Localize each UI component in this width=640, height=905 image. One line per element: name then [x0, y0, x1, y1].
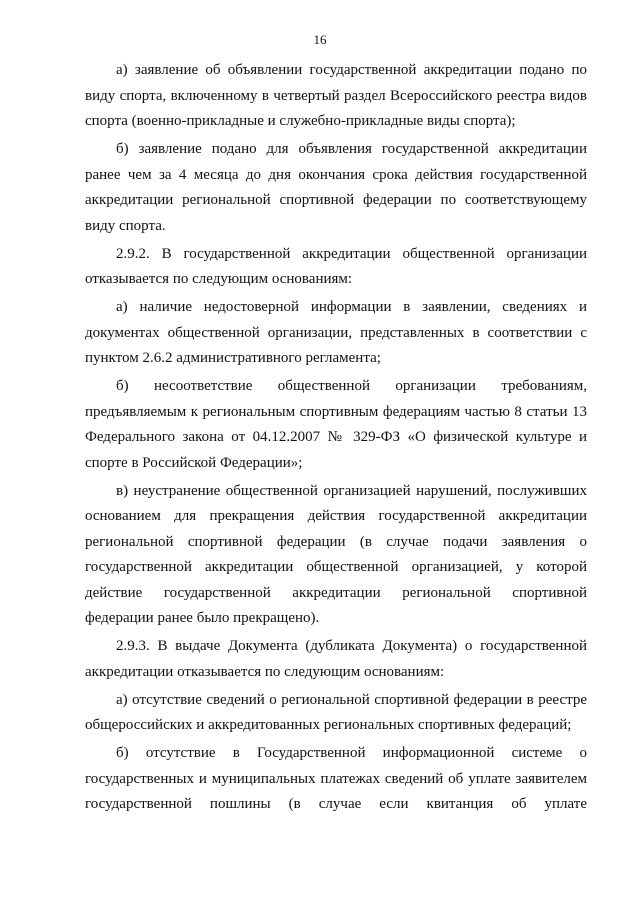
paragraph-3b: б) отсутствие в Государственной информационной системе о государственных и муниципальных платежах сведений об уплате заявителем государственной пошлины (в случае если квитанция об уплате: [85, 745, 587, 812]
page-number: 16: [313, 32, 327, 47]
document-body: [85, 58, 587, 820]
paragraph-2a: а) наличие недостоверной информации в заявлении, сведениях и документах общественной организации, представленных в соответствии с пунктом 2.6.2 административного регламента;: [85, 299, 587, 366]
paragraph-2b: б) несоответствие общественной организации требованиям, предъявляемым к региональным спортивным федерациям частью 8 статьи 13 Федерального закона от 04.12.2007 № 329-ФЗ «О физической культуре и спорте в Российской Федерации»;: [85, 378, 587, 471]
paragraph-2-9-2: 2.9.2. В государственной аккредитации общественной организации отказывается по следующим основаниям:: [85, 245, 587, 287]
paragraph-1b: б) заявление подано для объявления государственной аккредитации ранее чем за 4 месяца до дня окончания срока действия государственной аккредитации региональной спортивной федерации по соответствующему виду спорта.: [85, 141, 587, 234]
paragraph-2v: в) неустранение общественной организацией нарушений, послуживших основанием для прекращения действия государственной аккредитации региональной спортивной федерации (в случае подачи заявления о государственной аккредитации общественной организацией, у которой действие государственной аккредитации региональной спортивной федерации ранее было прекращено).: [85, 482, 587, 626]
paragraph-3a: а) отсутствие сведений о региональной спортивной федерации в реестре общероссийских и аккредитованных региональных спортивных федераций;: [85, 691, 587, 733]
paragraph-1a: а) заявление об объявлении государственной аккредитации подано по виду спорта, включенному в четвертый раздел Всероссийского реестра видов спорта (военно-прикладные и служебно-прикладные виды спорта);: [85, 62, 587, 129]
paragraph-2-9-3: 2.9.3. В выдаче Документа (дубликата Документа) о государственной аккредитации отказывается по следующим основаниям:: [85, 638, 587, 680]
